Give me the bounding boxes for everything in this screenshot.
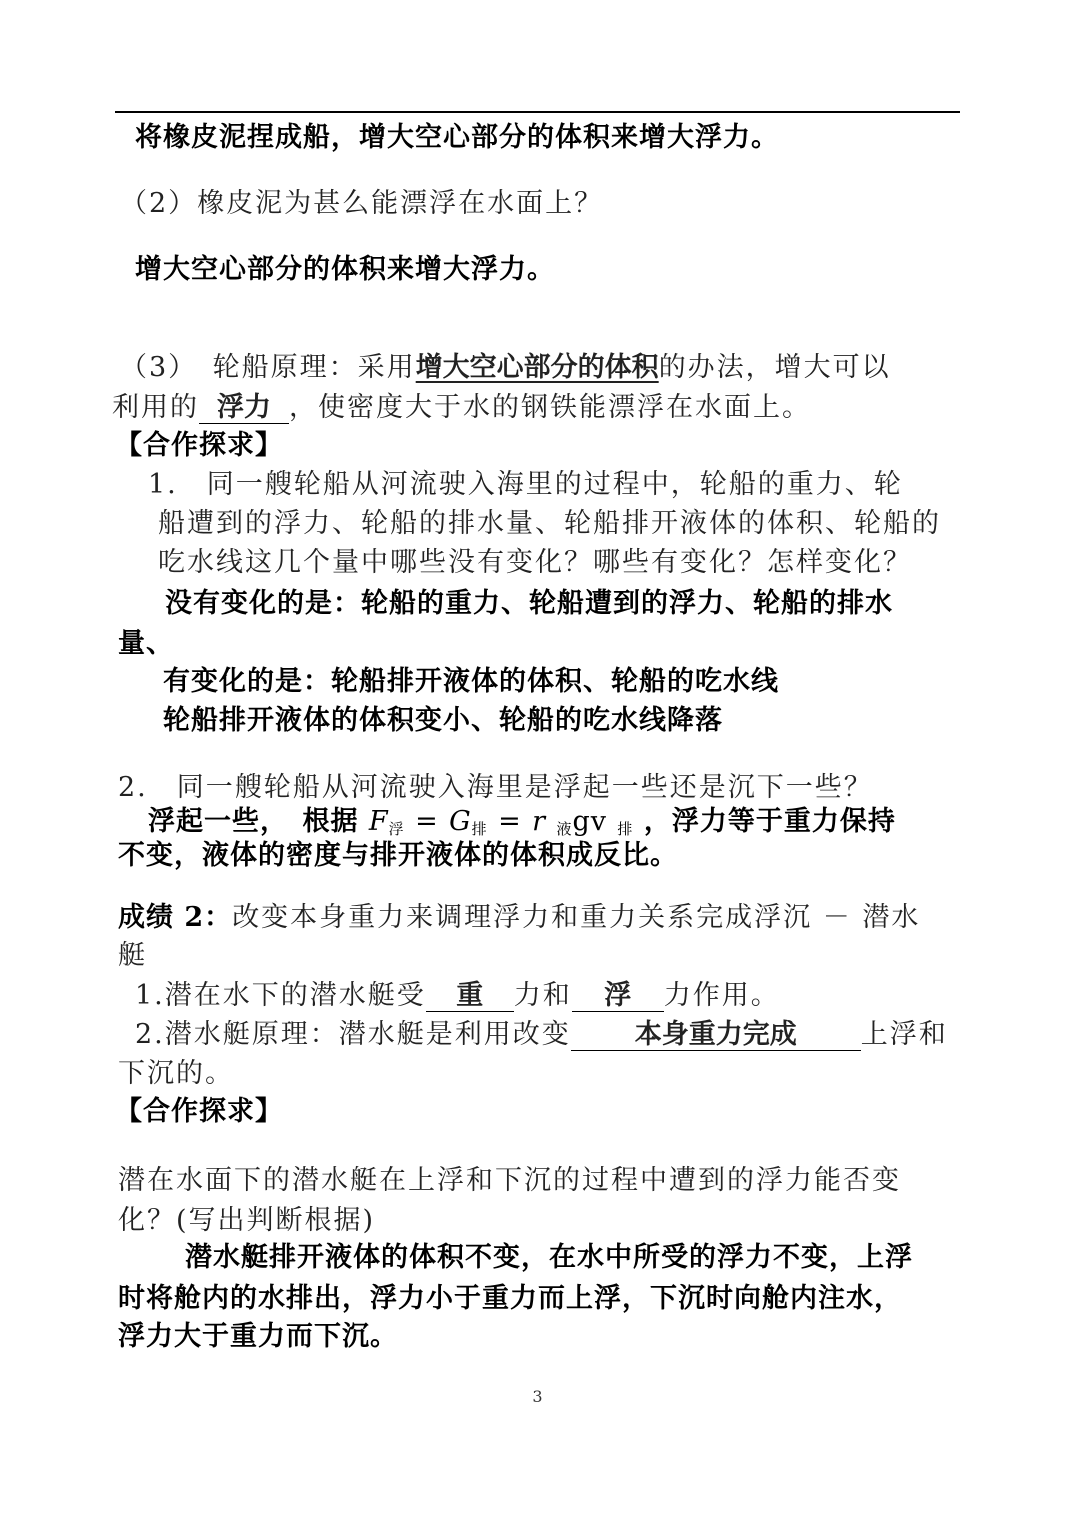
explore1-answer1-cont: 量、	[118, 628, 174, 659]
explore1-line1: 1. 同一艘轮船从河流驶入海里的过程中，轮船的重力、轮	[148, 469, 903, 500]
header-rule	[115, 111, 960, 113]
formula-r: r	[532, 806, 547, 837]
formula-eq2: =	[498, 806, 522, 837]
sub-item1-mid: 力和	[513, 980, 572, 1011]
answer-a: 将橡皮泥捏成船，增大空心部分的体积来增大浮力。	[135, 122, 779, 153]
formula-g-sub: 排	[471, 820, 488, 838]
answer-b: 增大空心部分的体积来增大浮力。	[135, 254, 555, 285]
sub-answer-line3: 浮力大于重力而下沉。	[118, 1321, 398, 1352]
explore1-answer3: 轮船排开液体的体积变小、轮船的吃水线降落	[163, 705, 723, 736]
sub-item2-prefix: 2.潜水艇原理：潜水艇是利用改变	[135, 1019, 571, 1050]
q3-blank2: 浮力	[199, 393, 289, 424]
result2-text: 改变本身重力来调理浮力和重力关系完成浮沉 － 潜水	[232, 902, 921, 933]
sub-item2-cont: 下沉的。	[118, 1058, 234, 1089]
q3-blank1: 增大空心部分的体积	[415, 352, 659, 383]
formula-f-sub: 浮	[388, 820, 405, 838]
sub-item1	[135, 978, 780, 1014]
sub-item1-suffix: 力作用。	[663, 980, 780, 1011]
q3-prefix: （3） 轮船原理：采用	[120, 352, 416, 383]
sub-item1-blank2: 浮	[572, 981, 664, 1012]
explore2-answer-part1: 浮起一些， 根据	[148, 806, 359, 837]
explore1-answer1: 没有变化的是：轮船的重力、轮船遭到的浮力、轮船的排水	[165, 588, 893, 619]
q3-mid1: 的办法，增大可以	[658, 352, 891, 383]
question-2: （2）橡皮泥为甚么能漂浮在水面上？	[120, 188, 604, 219]
q3-line1	[120, 350, 891, 386]
page-number: 3	[532, 1387, 543, 1406]
q3-line2-suffix: ，使密度大于水的钢铁能漂浮在水面上。	[289, 392, 811, 423]
sub-item2-suffix: 上浮和	[860, 1019, 948, 1050]
section-explore-2: 【合作探求】	[115, 1096, 283, 1127]
section-explore-1: 【合作探求】	[115, 430, 283, 461]
explore2-answer-part2: ，浮力等于重力保持	[643, 806, 896, 837]
sub-item2	[135, 1017, 948, 1053]
formula-eq1: =	[415, 806, 439, 837]
result2-label: 成绩 2：	[118, 902, 233, 933]
sub-question-line1: 潜在水面下的潜水艇在上浮和下沉的过程中遭到的浮力能否变	[118, 1165, 901, 1196]
q3-line2-prefix: 利用的	[112, 392, 199, 423]
formula-g: G	[449, 806, 472, 837]
sub-answer-line1: 潜水艇排开液体的体积不变，在水中所受的浮力不变，上浮	[185, 1242, 913, 1273]
sub-item1-prefix: 1.潜在水下的潜水艇受	[135, 980, 426, 1011]
sub-question-line2: 化？(写出判断根据)	[118, 1205, 376, 1236]
sub-item2-blank: 本身重力完成	[571, 1020, 861, 1051]
sub-item1-blank1: 重	[426, 981, 514, 1012]
result2-line2: 艇	[118, 940, 147, 971]
formula-v-sub: 排	[617, 820, 634, 838]
explore1-answer2: 有变化的是：轮船排开液体的体积、轮船的吃水线	[163, 666, 779, 697]
formula-r-sub: 液	[556, 820, 573, 838]
result2-line1	[118, 900, 920, 936]
formula-gv: gv	[572, 806, 608, 837]
formula-f: F	[368, 806, 389, 837]
explore1-line3: 吃水线这几个量中哪些没有变化？哪些有变化？怎样变化？	[158, 547, 912, 578]
explore2-question: 2. 同一艘轮船从河流驶入海里是浮起一些还是沉下一些？	[118, 772, 873, 803]
q3-line2	[112, 390, 811, 426]
explore1-line2: 船遭到的浮力、轮船的排水量、轮船排开液体的体积、轮船的	[158, 508, 941, 539]
explore2-answer-line2: 不变，液体的密度与排开液体的体积成反比。	[118, 840, 678, 871]
sub-answer-line2: 时将舱内的水排出，浮力小于重力而上浮，下沉时向舱内注水，	[118, 1283, 902, 1314]
